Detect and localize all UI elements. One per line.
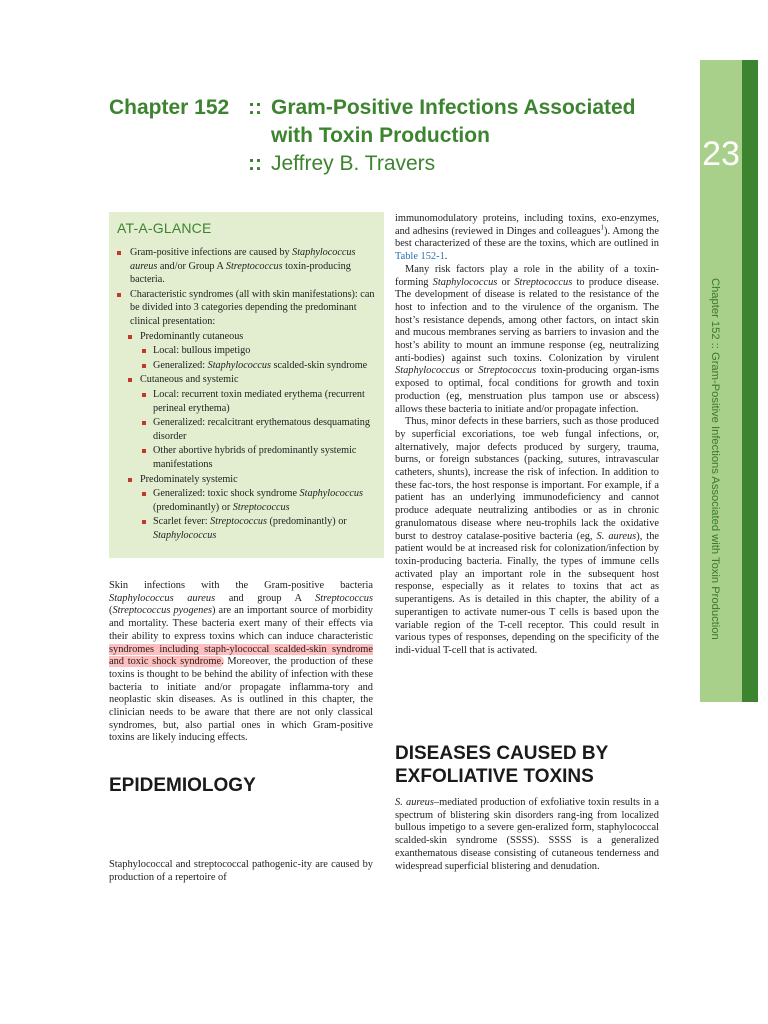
diseases-heading [395,742,675,788]
at-a-glance-item [117,444,376,471]
bullet-square-icon [142,492,146,496]
bullet-square-icon [142,349,146,353]
at-a-glance-item-text: Generalized: recalcitrant erythematous desquamating disorder [153,417,370,442]
chapter-label: Chapter 152 [109,96,230,119]
right-column-paragraph: immunomodulatory proteins, including toxins, exo-enzymes, and adhesins (reviewed in Dinges and colleagues$^1$). Among the best characterized of these are the toxins, which are outlined in Table 152-1. [395,213,659,263]
diseases-heading-line-2: EXFOLIATIVE TOXINS [395,766,594,787]
bullet-square-icon [142,421,146,425]
epidemiology-paragraph [109,859,373,884]
at-a-glance-item [117,416,376,443]
bullet-square-icon [142,364,146,368]
at-a-glance-item-text: Generalized: toxic shock syndrome Staphylococcus (predominantly) or Streptococcus [153,488,363,513]
at-a-glance-item-text: Local: recurrent toxin mediated erythema (recurrent perineal erythema) [153,388,365,414]
at-a-glance-heading: AT-A-GLANCE [117,220,212,236]
bullet-square-icon [128,478,132,482]
at-a-glance-item [117,246,376,287]
at-a-glance-item [117,473,376,487]
diseases-heading-line-1: DISEASES CAUSED BY [395,743,609,764]
title-line-3 [109,152,669,180]
at-a-glance-item-text: Scarlet fever: Streptococcus (predominantly) or Staphylococcus [153,516,347,541]
at-a-glance-box [109,212,384,558]
title-line-1 [109,96,669,124]
at-a-glance-item-text: Gram-positive infections are caused by Staphylococcus aureus and/or Group A Streptococcus toxin-producing bacteria. [130,247,356,286]
at-a-glance-item [117,330,376,344]
at-a-glance-item [117,388,376,415]
bullet-square-icon [128,335,132,339]
section-number: 23 [702,135,740,173]
chapter-title-block [109,96,669,180]
epidemiology-text: Staphylococcal and streptococcal pathogenic-ity are caused by production of a repertoire of [109,859,373,883]
at-a-glance-item-text: Generalized: Staphylococcus scalded-skin syndrome [153,359,368,371]
at-a-glance-item-text: Predominantly cutaneous [140,330,244,342]
intro-paragraph [109,580,373,745]
right-column-paragraph: Thus, minor defects in these barriers, such as those produced by superficial excoriations, toe web fungal infections, or, alternatively, major defects produced by surgery, trauma, burns, or foreign substances (packing, sutures, intravascular catheters, shunts), increase the risk of infection. In addition to these fac-tors, the host response is important. For example, if a patient has an underlying immunodeficiency and cannot produce adequate neutralizing antibodies or as in chronic granulomatous disease where neu-trophils lack the oxidative burst to destroy catalase-positive bacteria (eg, S. aureus), the patient would be at increased risk for colonization/infection by toxin-producing bacteria. Finally, the types of immune cells activated play an important role in the subsequent host response, especially as it relates to toxins that act as superantigens. As is detailed in this chapter, the ability of a superantigen to activate numer-ous T cells is based upon the variable region of the T-cell receptor. This could result in various types of responses, depending on the specificity of the indi-vidual T-cell that is activated. [395,416,659,656]
at-a-glance-item [117,288,376,329]
epidemiology-heading: EPIDEMIOLOGY [109,775,256,796]
at-a-glance-item [117,373,376,387]
at-a-glance-item-text: Other abortive hybrids of predominantly systemic manifestations [153,445,357,470]
bullet-square-icon [142,449,146,453]
running-title-vertical: Chapter 152 :: Gram-Positive Infections Associated with Toxin Production [709,278,721,640]
right-column-text [395,213,659,658]
author-separator: :: [248,152,262,175]
at-a-glance-item [117,359,376,373]
at-a-glance-item-text: Local: bullous impetigo [153,345,251,357]
side-tab-dark-band [742,60,758,702]
diseases-paragraph [395,797,659,873]
bullet-square-icon [128,378,132,382]
at-a-glance-item-text: Predominately systemic [140,473,238,485]
at-a-glance-item [117,344,376,358]
bullet-square-icon [117,293,121,297]
at-a-glance-item [117,487,376,514]
at-a-glance-item [117,515,376,542]
bullet-square-icon [142,393,146,397]
chapter-title: Gram-Positive Infections Associated [271,96,636,119]
at-a-glance-list [117,246,376,542]
author-name: Jeffrey B. Travers [271,152,436,175]
intro-text: Skin infections with the Gram-positive bacteria Staphylococcus aureus and group A Streptococcus (Streptococcus pyogenes) are an important source of morbidity and mortality. These bacteria exert many of their effects via their ability to express toxins which can induce characteristic syndromes including staph-ylococcal scalded-skin syndrome and toxic shock syndrome. Moreover, the production of these toxins is thought to be behind the ability of infection with these bacteria to initiate and/or propagate inflamma-tory and neoplastic skin diseases. As is outlined in this chapter, the clinician needs to be aware that there are not only classical syndromes, but, also partial ones in which Gram-positive toxins are likely inducing effects. [109,580,373,744]
right-column-paragraph: Many risk factors play a role in the ability of a toxin-forming Staphylococcus or Streptococcus to produce disease. The development of disease is related to the resistance of the host to infection and to the virulence of the organism. The host’s resistance depends, among other factors, on intact skin and mucous membranes serving as barriers to invasion and the host’s ability to mount an immune response (eg, neutralizing anti-bodies) against such toxins. Colonization by virulent Staphylococcus or Streptococcus toxin-producing organ-isms exposed to optimal, focal conditions for growth and toxin production (eg, menstruation plus tampon use or abscess) allows these bacteria to initiate and/or propagate infection. [395,263,659,415]
bullet-square-icon [142,520,146,524]
at-a-glance-item-text: Characteristic syndromes (all with skin manifestations): can be divided into 3 categories depending the predominant clinical presentation: [130,288,375,327]
title-separator: :: [248,96,262,119]
bullet-square-icon [117,251,121,255]
chapter-title-continued: with Toxin Production [271,124,490,147]
title-line-2 [109,124,669,152]
diseases-text: S. aureus–mediated production of exfoliative toxin results in a spectrum of blistering skin disorders rang-ing from localized bullous impetigo to a severe gen-eralized form, staphylococcal scalded-skin syndrome (SSSS). SSSS is a generalized exanthematous disease consisting of cutaneous tenderness and widespread superficial blistering and denudation. [395,797,660,872]
at-a-glance-item-text: Cutaneous and systemic [140,374,239,386]
